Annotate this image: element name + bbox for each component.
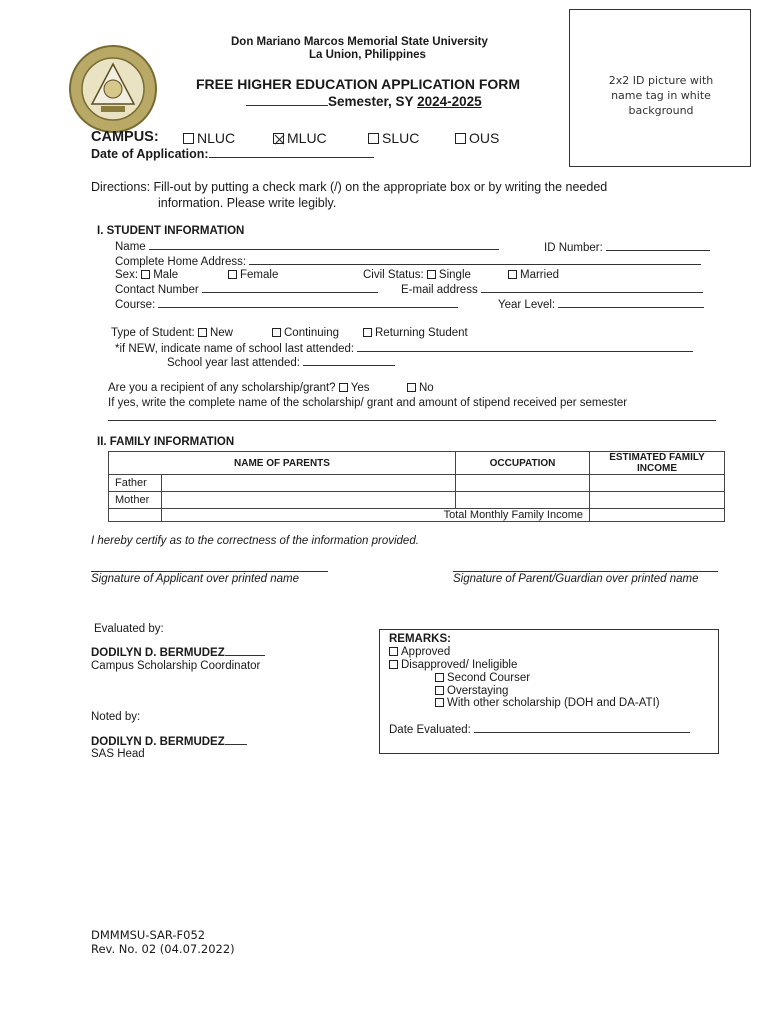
email-label: E-mail address (401, 284, 478, 296)
checkbox-icon[interactable] (363, 328, 372, 337)
scholarship-detail-label: If yes, write the complete name of the scholarship/ grant and amount of stipend received per semester (108, 397, 628, 409)
remarks-second-courser[interactable] (435, 672, 530, 684)
married-option: Married (520, 269, 559, 281)
checkbox-icon[interactable] (339, 383, 348, 392)
scholarship-question-row (108, 382, 370, 394)
year-level-label: Year Level: (498, 299, 556, 311)
date-of-application-row (91, 147, 374, 161)
last-school-field[interactable] (357, 342, 693, 352)
contact-field[interactable] (202, 283, 378, 293)
campus-option-label: MLUC (287, 130, 327, 146)
type-returning-group[interactable] (363, 327, 468, 339)
campus-option-mluc[interactable] (273, 130, 327, 146)
father-name-cell[interactable] (162, 475, 456, 492)
email-field[interactable] (481, 283, 703, 293)
father-income-cell[interactable] (590, 475, 725, 492)
remarks-other-scholarship[interactable] (435, 697, 660, 709)
date-evaluated-field[interactable] (474, 723, 690, 733)
type-continuing-option: Continuing (284, 327, 339, 339)
row-label-mother: Mother (109, 492, 162, 509)
type-returning-option: Returning Student (375, 327, 468, 339)
home-address-label: Complete Home Address: (115, 256, 247, 268)
empty-cell (109, 509, 162, 522)
remarks-overstaying[interactable] (435, 685, 508, 697)
noter-name-text: DODILYN D. BERMUDEZ (91, 736, 225, 748)
id-number-label: ID Number: (544, 242, 603, 254)
father-occupation-cell[interactable] (456, 475, 590, 492)
other-scholarship-label: With other scholarship (DOH and DA-ATI) (447, 697, 660, 709)
date-of-application-field[interactable] (209, 148, 374, 158)
mother-occupation-cell[interactable] (456, 492, 590, 509)
sex-label: Sex: (115, 269, 139, 281)
row-label-father: Father (109, 475, 162, 492)
campus-option-label: SLUC (382, 130, 420, 146)
remarks-disapproved-label: Disapproved/ Ineligible (401, 659, 518, 671)
scholarship-detail-field[interactable] (108, 420, 716, 421)
remarks-disapproved[interactable] (389, 659, 517, 671)
date-evaluated-label: Date Evaluated: (389, 724, 471, 736)
scholarship-question: Are you a recipient of any scholarship/grant? (108, 382, 336, 394)
name-label: Name (115, 241, 146, 253)
type-continuing-group[interactable] (272, 327, 339, 339)
university-location: La Union, Philippines (309, 49, 426, 61)
female-option: Female (240, 269, 279, 281)
checkbox-icon[interactable] (272, 328, 281, 337)
course-field[interactable] (158, 298, 458, 308)
date-of-application-label: Date of Application: (91, 147, 209, 161)
civil-status-row (363, 269, 471, 281)
date-evaluated-row (389, 723, 690, 736)
campus-option-label: NLUC (197, 130, 236, 146)
mother-name-cell[interactable] (162, 492, 456, 509)
evaluator-name-text: DODILYN D. BERMUDEZ (91, 647, 225, 659)
single-option: Single (438, 269, 471, 281)
checkbox-icon[interactable] (389, 660, 398, 669)
scholarship-no-group[interactable] (407, 382, 434, 394)
remarks-approved-label: Approved (401, 646, 451, 658)
evaluated-by-label: Evaluated by: (94, 623, 164, 635)
parent-signature-label: Signature of Parent/Guardian over printed name (453, 573, 699, 585)
student-type-label: Type of Student: (111, 327, 195, 339)
applicant-signature-label: Signature of Applicant over printed name (91, 573, 299, 585)
campus-option-label: OUS (469, 130, 500, 146)
col-header-estimated-income: ESTIMATED FAMILY INCOME (590, 452, 725, 475)
table-row (109, 475, 725, 492)
campus-option-ous[interactable] (455, 130, 499, 146)
semester-line (246, 94, 482, 109)
form-title: FREE HIGHER EDUCATION APPLICATION FORM (196, 76, 521, 92)
evaluator-name-underline (225, 655, 265, 656)
checkbox-icon[interactable] (141, 270, 150, 279)
parent-signature-line[interactable] (453, 571, 718, 572)
evaluator-name (91, 647, 265, 659)
checkbox-icon[interactable] (389, 647, 398, 656)
remarks-approved[interactable] (389, 646, 450, 658)
checkbox-icon[interactable] (427, 270, 436, 279)
checkbox-icon[interactable] (407, 383, 416, 392)
name-field[interactable] (149, 240, 499, 250)
evaluator-title: Campus Scholarship Coordinator (91, 660, 261, 672)
contact-row (115, 283, 378, 296)
last-school-row (115, 342, 693, 355)
email-row (401, 283, 703, 296)
home-address-row (115, 255, 701, 268)
university-seal-logo (68, 44, 158, 134)
campus-label: CAMPUS: (91, 129, 159, 145)
checked-checkbox-icon[interactable] (273, 133, 284, 144)
id-number-field[interactable] (606, 241, 710, 251)
year-level-field[interactable] (558, 298, 704, 308)
home-address-field[interactable] (249, 255, 701, 265)
directions-line-2: information. Please write legibly. (158, 196, 337, 210)
family-information-table (108, 451, 725, 522)
checkbox-icon[interactable] (435, 673, 444, 682)
form-code: DMMMSU-SAR-F052 (91, 928, 206, 942)
civil-status-label: Civil Status: (363, 269, 424, 281)
applicant-signature-line[interactable] (91, 571, 328, 572)
overstaying-label: Overstaying (447, 685, 509, 697)
contact-label: Contact Number (115, 284, 199, 296)
campus-option-nluc[interactable] (183, 130, 235, 146)
table-header-row (109, 452, 725, 475)
male-option: Male (153, 269, 179, 281)
checkbox-icon[interactable] (508, 270, 517, 279)
semester-blank[interactable] (246, 96, 328, 106)
total-income-label: Total Monthly Family Income (162, 509, 590, 522)
scholarship-no-option: No (419, 382, 434, 394)
section-family-information: II. FAMILY INFORMATION (97, 436, 235, 448)
married-option-group[interactable] (508, 269, 559, 281)
student-type-row (111, 327, 233, 339)
checkbox-icon[interactable] (455, 133, 466, 144)
course-row (115, 298, 458, 311)
campus-option-sluc[interactable] (368, 130, 419, 146)
noted-by-label: Noted by: (91, 711, 141, 723)
table-row (109, 492, 725, 509)
col-header-name-of-parents: NAME OF PARENTS (109, 452, 456, 475)
university-name: Don Mariano Marcos Memorial State University (231, 36, 488, 48)
sex-row (115, 269, 178, 281)
name-row (115, 240, 499, 253)
col-header-occupation: OCCUPATION (456, 452, 590, 475)
noter-name-underline (225, 744, 247, 745)
id-number-row (544, 241, 710, 254)
remarks-heading: REMARKS: (389, 633, 451, 645)
female-option-group[interactable] (228, 269, 278, 281)
section-student-information: I. STUDENT INFORMATION (97, 225, 245, 237)
photo-instructions: 2x2 ID picture with name tag in white background (608, 74, 714, 117)
checkbox-icon[interactable] (198, 328, 207, 337)
course-label: Course: (115, 299, 156, 311)
last-school-label: *if NEW, indicate name of school last attended: (115, 343, 355, 355)
directions-line-1: Directions: Fill-out by putting a check mark (/) on the appropriate box or by writing the needed (91, 180, 608, 194)
checkbox-icon[interactable] (435, 698, 444, 707)
second-courser-label: Second Courser (447, 672, 531, 684)
certification-statement: I hereby certify as to the correctness of the information provided. (91, 535, 419, 547)
checkbox-icon[interactable] (368, 133, 379, 144)
school-year-row (167, 356, 395, 369)
table-row (109, 509, 725, 522)
year-level-row (498, 298, 704, 311)
school-year-last-label: School year last attended: (167, 357, 300, 369)
checkbox-icon[interactable] (183, 133, 194, 144)
school-year-last-field[interactable] (303, 356, 395, 366)
semester-label: Semester, SY (328, 94, 414, 109)
remarks-box (379, 629, 719, 754)
checkbox-icon[interactable] (228, 270, 237, 279)
school-year: 2024-2025 (417, 94, 482, 109)
noter-title: SAS Head (91, 748, 145, 760)
noter-name (91, 736, 247, 748)
total-income-cell[interactable] (590, 509, 725, 522)
scholarship-yes-option: Yes (350, 382, 370, 394)
mother-income-cell[interactable] (590, 492, 725, 509)
id-photo-box[interactable] (569, 9, 751, 167)
type-new-option: New (209, 327, 233, 339)
checkbox-icon[interactable] (435, 686, 444, 695)
revision-number: Rev. No. 02 (04.07.2022) (91, 942, 235, 956)
